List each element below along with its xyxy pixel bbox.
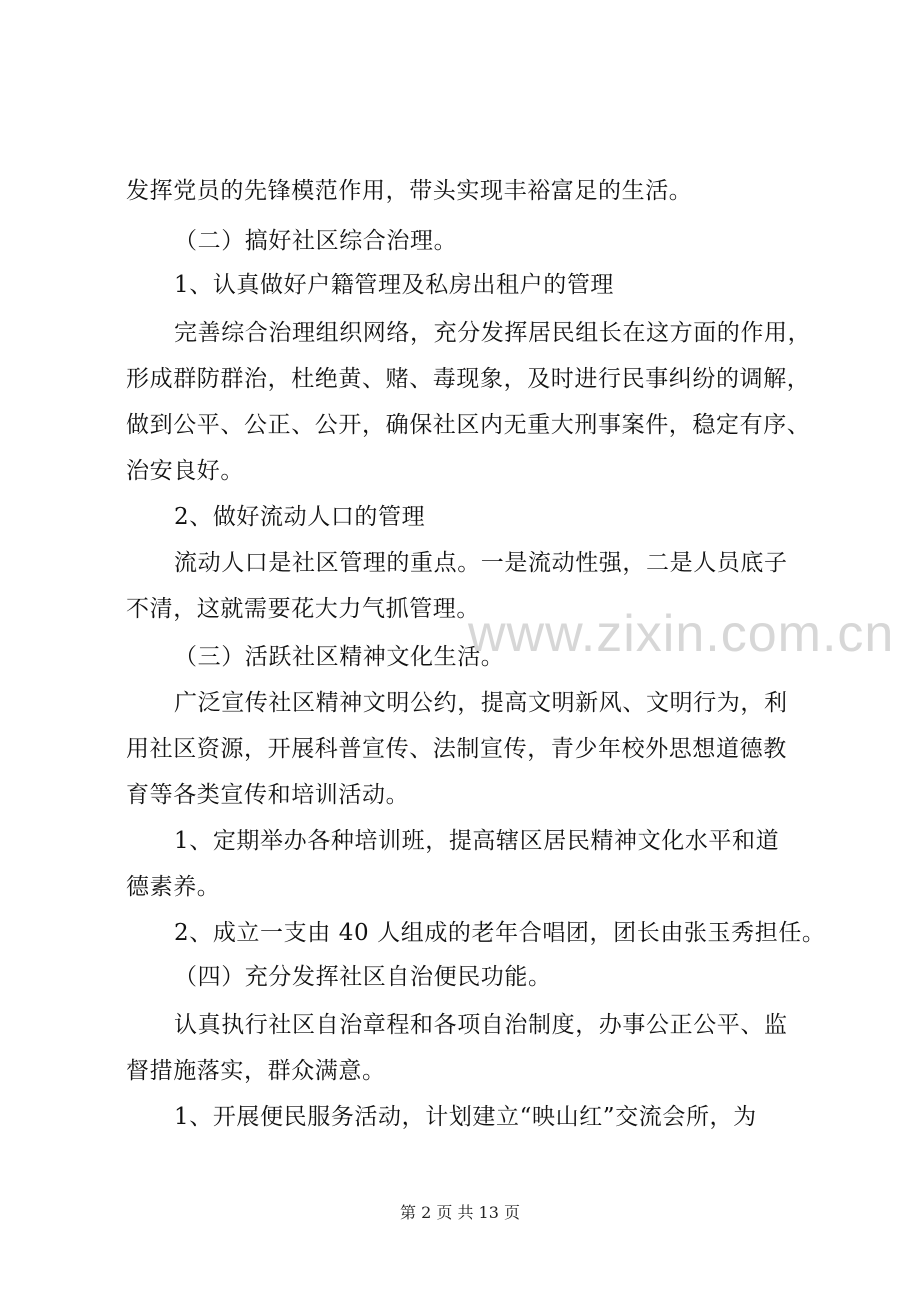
text-line: 流动人口是社区管理的重点。一是流动性强，二是人员底子	[174, 550, 788, 576]
text-line: 完善综合治理组织网络，充分发挥居民组长在这方面的作用，	[174, 320, 812, 346]
subsection-heading: 1、认真做好户籍管理及私房出租户的管理	[174, 272, 615, 298]
text-line: 育等各类宣传和培训活动。	[126, 782, 410, 808]
section-heading: （二）搞好社区综合治理。	[174, 228, 458, 254]
text-line: 德素养。	[126, 874, 221, 900]
text-line: 1、开展便民服务活动，计划建立“映山红”交流会所，为	[174, 1104, 757, 1130]
subsection-heading: 2、做好流动人口的管理	[174, 504, 426, 530]
text-line: 2、成立一支由 40 人组成的老年合唱团，团长由张玉秀担任。	[174, 920, 826, 946]
text-line: 督措施落实，群众满意。	[126, 1058, 386, 1084]
text-line: 发挥党员的先锋模范作用，带头实现丰裕富足的生活。	[126, 178, 693, 204]
text-line: 不清，这就需要花大力气抓管理。	[126, 596, 480, 622]
text-line: 形成群防群治，杜绝黄、赌、毒现象，及时进行民事纠纷的调解，	[126, 366, 811, 392]
watermark: www.zixin.com.cn	[468, 605, 895, 663]
section-heading: （四）充分发挥社区自治便民功能。	[174, 964, 552, 990]
text-line: 治安良好。	[126, 458, 244, 484]
text-line: 广泛宣传社区精神文明公约，提高文明新风、文明行为，利	[174, 690, 788, 716]
section-heading: （三）活跃社区精神文化生活。	[174, 644, 505, 670]
text-line: 认真执行社区自治章程和各项自治制度，办事公正公平、监	[174, 1012, 788, 1038]
text-line: 用社区资源，开展科普宣传、法制宣传，青少年校外思想道德教	[126, 736, 787, 762]
text-line: 做到公平、公正、公开，确保社区内无重大刑事案件，稳定有序、	[126, 412, 811, 438]
text-line: 1、定期举办各种培训班，提高辖区居民精神文化水平和道	[174, 828, 780, 854]
page-footer: 第 2 页 共 13 页	[400, 1203, 520, 1222]
